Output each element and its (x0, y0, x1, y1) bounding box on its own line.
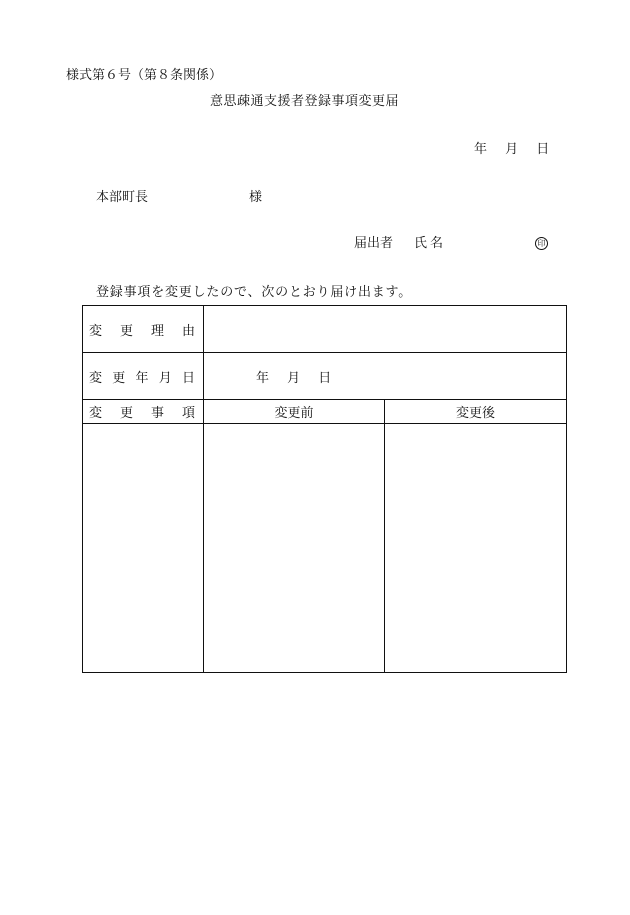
table-row-reason (83, 306, 567, 353)
change-date-value[interactable]: 年 月 日 (204, 353, 567, 400)
submission-date: 年 月 日 (474, 142, 550, 157)
before-value[interactable] (204, 424, 385, 673)
change-date-label-cell (83, 353, 204, 400)
submitter-label: 届出者 (354, 236, 394, 251)
item-value[interactable] (83, 424, 204, 673)
table-row-change-date (83, 353, 567, 400)
seal-icon: 印 (535, 237, 548, 250)
item-header: 変 更 事 項 (89, 406, 195, 421)
reason-value[interactable] (204, 306, 567, 353)
before-header: 変更前 (204, 400, 385, 424)
submitter-name-label: 氏名 (414, 236, 447, 251)
document-title: 意思疎通支援者登録事項変更届 (210, 94, 400, 109)
recipient: 本部町長 (96, 190, 149, 205)
change-form-table (82, 305, 567, 673)
after-value[interactable] (385, 424, 567, 673)
table-row-headers (83, 400, 567, 424)
change-date-label: 変 更 年 月 日 (89, 370, 195, 386)
recipient-honorific: 様 (249, 190, 263, 205)
statement: 登録事項を変更したので、次のとおり届け出ます。 (96, 285, 413, 300)
form-number: 様式第６号（第８条関係） (66, 68, 223, 83)
item-header-cell (83, 400, 204, 424)
reason-label: 変 更 理 由 (89, 323, 195, 339)
table-row-body (83, 424, 567, 673)
after-header: 変更後 (385, 400, 567, 424)
reason-label-cell (83, 306, 204, 353)
